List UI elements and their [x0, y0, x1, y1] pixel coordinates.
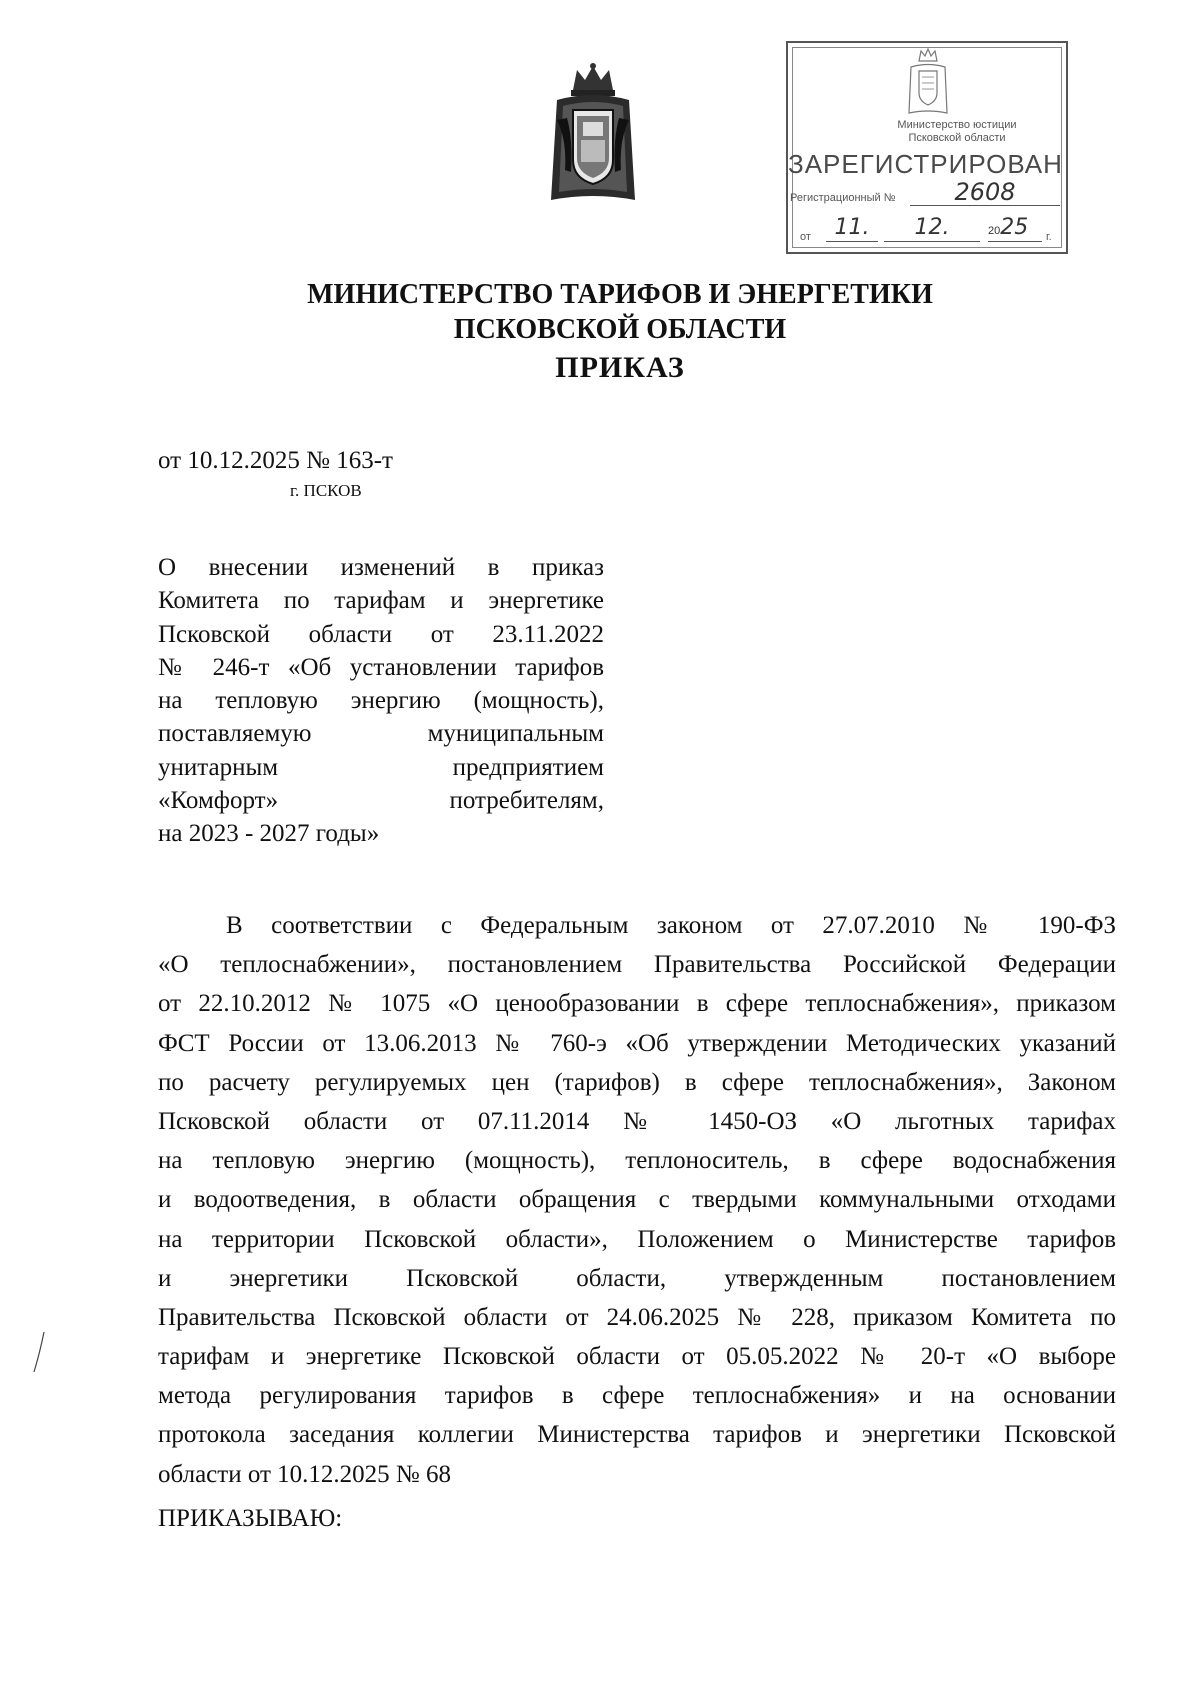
subject-line: № 246-т «Об установлении тарифов	[158, 653, 604, 681]
order-preamble	[158, 906, 1116, 1494]
stamp-reg-label: Регистрационный №	[790, 192, 896, 204]
body-line: на тепловую энергию (мощность), теплоноситель, в сфере водоснабжения	[158, 1147, 1116, 1175]
order-command: ПРИКАЗЫВАЮ:	[158, 1505, 343, 1532]
stamp-day: 11.	[826, 215, 878, 242]
body-line: и водоотведения, в области обращения с твердыми коммунальными отходами	[158, 1186, 1116, 1214]
body-line: «О теплоснабжении», постановлением Правительства Российской Федерации	[158, 951, 1116, 979]
registration-stamp	[786, 41, 1068, 254]
document-type: ПРИКАЗ	[555, 351, 685, 384]
stamp-year-suffix: 25	[1000, 215, 1029, 240]
body-line: области от 10.12.2025 № 68	[158, 1460, 452, 1488]
stamp-year-prefix: 20	[988, 225, 1001, 237]
body-line: по расчету регулируемых цен (тарифов) в сфере теплоснабжения», Законом	[158, 1068, 1116, 1096]
stamp-region: Псковской области	[908, 132, 1006, 144]
order-city: г. ПСКОВ	[290, 481, 362, 500]
stamp-emblem-icon	[903, 47, 953, 117]
stamp-g-label: г.	[1046, 231, 1052, 243]
body-line: Псковской области от 07.11.2014 № 1450-ОЗ «О льготных тарифах	[158, 1107, 1116, 1135]
ministry-title-line1: МИНИСТЕРСТВО ТАРИФОВ И ЭНЕРГЕТИКИ	[307, 279, 933, 310]
body-line: и энергетики Псковской области, утвержденным постановлением	[158, 1264, 1116, 1292]
subject-line: на 2023 - 2027 годы»	[158, 820, 380, 848]
subject-line: на тепловую энергию (мощность),	[158, 687, 604, 715]
body-line: Правительства Псковской области от 24.06.2025 № 228, приказом Комитета по	[158, 1303, 1116, 1331]
order-number-line: от 10.12.2025 № 163-т	[158, 447, 393, 474]
subject-line: поставляемую муниципальным	[158, 720, 604, 748]
body-line: тарифам и энергетике Псковской области от 05.05.2022 № 20-т «О выборе	[158, 1343, 1116, 1371]
margin-pen-mark	[32, 1330, 46, 1374]
body-line: протокола заседания коллегии Министерства тарифов и энергетики Псковской	[158, 1421, 1116, 1449]
stamp-from-label: от	[800, 231, 811, 243]
body-line: В соответствии с Федеральным законом от 27.07.2010 № 190-ФЗ	[226, 912, 1116, 939]
ministry-title-line2: ПСКОВСКОЙ ОБЛАСТИ	[453, 314, 787, 345]
coat-of-arms-emblem	[543, 60, 643, 205]
subject-line: Комитета по тарифам и энергетике	[158, 587, 604, 615]
stamp-year	[988, 215, 1042, 242]
subject-line: «Комфорт» потребителям,	[158, 787, 604, 815]
stamp-month: 12.	[884, 215, 980, 242]
body-line: метода регулирования тарифов в сфере теплоснабжения» и на основании	[158, 1382, 1116, 1410]
body-line: от 22.10.2012 № 1075 «О ценообразовании в сфере теплоснабжения», приказом	[158, 990, 1116, 1018]
subject-line: унитарным предприятием	[158, 753, 604, 781]
body-line: ФСТ России от 13.06.2013 № 760-э «Об утверждении Методических указаний	[158, 1029, 1116, 1057]
subject-line: О внесении изменений в приказ	[158, 554, 604, 581]
body-line: на территории Псковской области», Положением о Министерстве тарифов	[158, 1225, 1116, 1253]
stamp-reg-number: 2608	[910, 179, 1060, 206]
order-subject	[158, 551, 604, 851]
stamp-ministry: Министерство юстиции	[897, 119, 1017, 131]
stamp-status: ЗАРЕГИСТРИРОВАН	[788, 149, 1063, 179]
subject-line: Псковской области от 23.11.2022	[158, 620, 604, 648]
